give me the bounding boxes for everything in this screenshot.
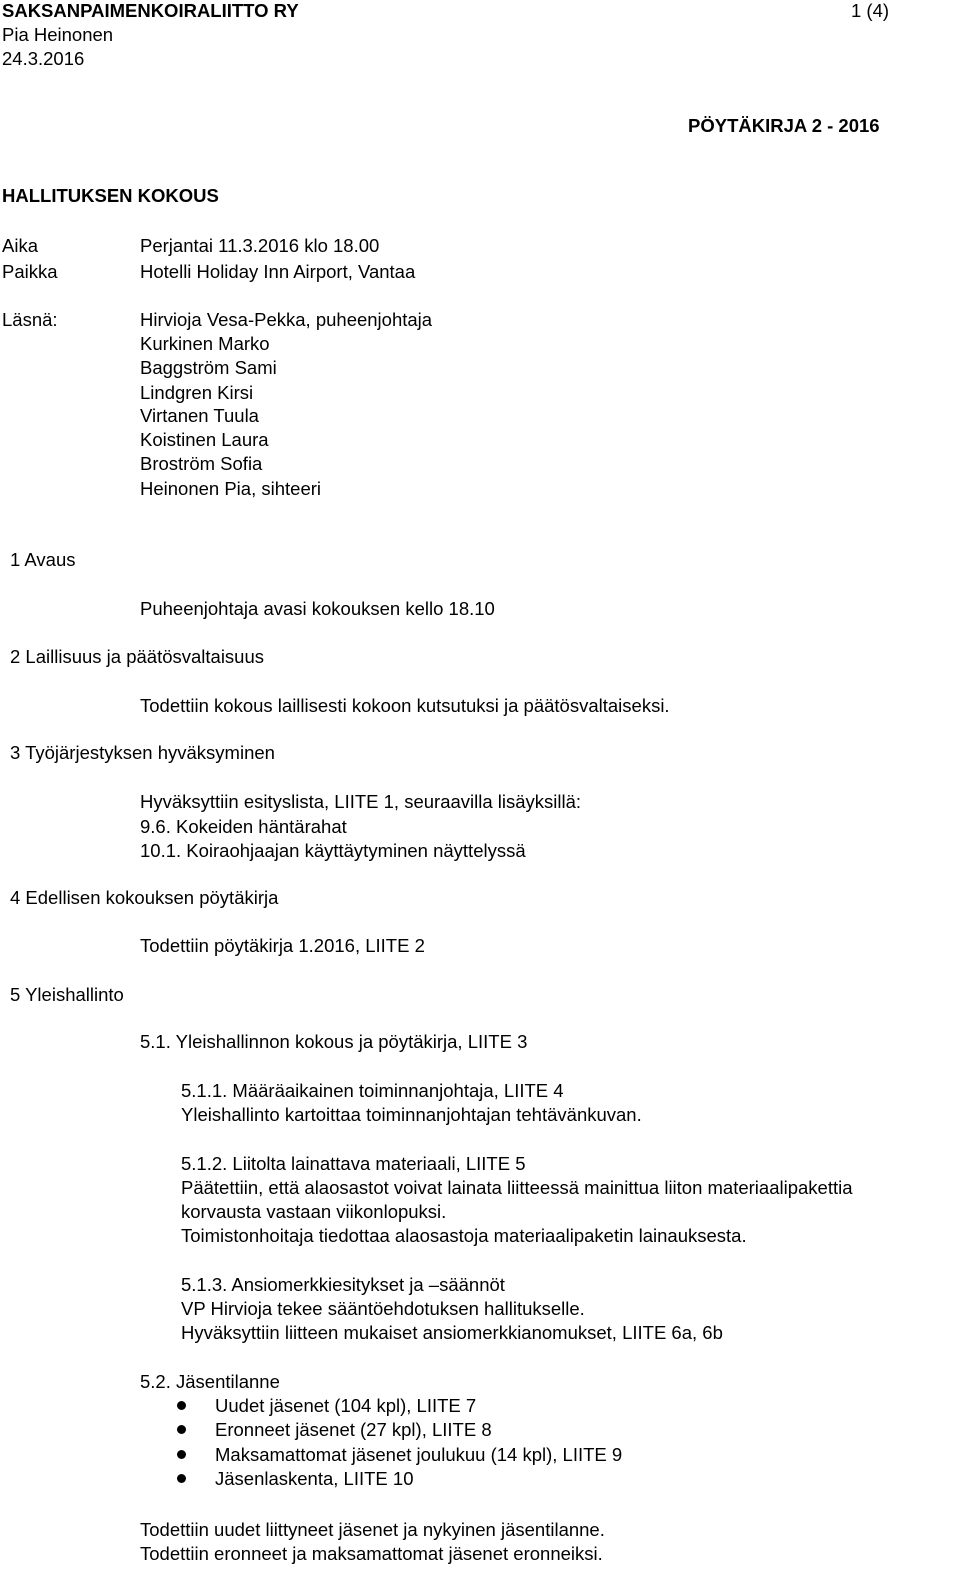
section-3-item: 10.1. Koiraohjaajan käyttäytyminen näyttelyssä (140, 840, 526, 861)
attendee: Koistinen Laura (140, 429, 269, 450)
section-4-text: Todettiin pöytäkirja 1.2016, LIITE 2 (140, 935, 425, 956)
section-1-heading: 1 Avaus (10, 549, 76, 570)
closing-text: Todettiin eronneet ja maksamattomat jäsenet eronneiksi. (140, 1543, 603, 1564)
page-number: 1 (4) (851, 0, 890, 21)
section-5-heading: 5 Yleishallinto (10, 984, 124, 1005)
subsection-5-1-1-text: Yleishallinto kartoittaa toiminnanjohtajan tehtävänkuvan. (181, 1104, 642, 1125)
attendee: Baggström Sami (140, 357, 277, 378)
closing-text: Todettiin uudet liittyneet jäsenet ja nykyinen jäsentilanne. (140, 1519, 605, 1540)
meeting-title: HALLITUKSEN KOKOUS (2, 185, 219, 206)
section-3-item: 9.6. Kokeiden häntärahat (140, 816, 347, 837)
time-label: Aika (2, 235, 38, 256)
section-2-text: Todettiin kokous laillisesti kokoon kutsutuksi ja päätösvaltaiseksi. (140, 695, 670, 716)
section-3-text: Hyväksyttiin esityslista, LIITE 1, seuraavilla lisäyksillä: (140, 791, 582, 812)
section-3-heading: 3 Työjärjestyksen hyväksyminen (10, 742, 275, 763)
place-value: Hotelli Holiday Inn Airport, Vantaa (140, 261, 416, 282)
attendee: Kurkinen Marko (140, 333, 270, 354)
section-4-heading: 4 Edellisen kokouksen pöytäkirja (10, 887, 279, 908)
attendee: Hirvioja Vesa-Pekka, puheenjohtaja (140, 309, 433, 330)
subsection-5-1-2-text: Päätettiin, että alaosastot voivat lainata liitteessä mainittua liiton materiaalipakettia (181, 1177, 853, 1198)
present-label: Läsnä: (2, 309, 58, 330)
attendee: Lindgren Kirsi (140, 382, 254, 403)
attendee: Virtanen Tuula (140, 405, 259, 426)
section-2-heading: 2 Laillisuus ja päätösvaltaisuus (10, 646, 265, 667)
subsection-5-1-2-text: Toimistonhoitaja tiedottaa alaosastoja materiaalipaketin lainauksesta. (181, 1225, 747, 1246)
bullet-icon (177, 1401, 186, 1410)
document-date: 24.3.2016 (2, 48, 85, 69)
bullet-icon (177, 1474, 186, 1483)
subsection-5-1-2-text: korvausta vastaan viikonlopuksi. (181, 1201, 447, 1222)
subsection-5-1-1-title: 5.1.1. Määräaikainen toiminnanjohtaja, LIITE 4 (181, 1080, 564, 1101)
subsection-5-1-3-title: 5.1.3. Ansiomerkkiesitykset ja –säännöt (181, 1274, 505, 1295)
document-title: PÖYTÄKIRJA 2 - 2016 (688, 115, 880, 136)
bullet-icon (177, 1425, 186, 1434)
list-item: Jäsenlaskenta, LIITE 10 (215, 1468, 414, 1489)
section-1-text: Puheenjohtaja avasi kokouksen kello 18.10 (140, 598, 495, 619)
attendee: Heinonen Pia, sihteeri (140, 478, 321, 499)
list-item: Uudet jäsenet (104 kpl), LIITE 7 (215, 1395, 477, 1416)
organization-name: SAKSANPAIMENKOIRALIITTO RY (2, 0, 299, 21)
list-item: Maksamattomat jäsenet joulukuu (14 kpl), LIITE 9 (215, 1444, 623, 1465)
subsection-5-2: 5.2. Jäsentilanne (140, 1371, 280, 1392)
author-name: Pia Heinonen (2, 24, 114, 45)
subsection-5-1-3-text: Hyväksyttiin liitteen mukaiset ansiomerkkianomukset, LIITE 6a, 6b (181, 1322, 723, 1343)
time-value: Perjantai 11.3.2016 klo 18.00 (140, 235, 380, 256)
subsection-5-1: 5.1. Yleishallinnon kokous ja pöytäkirja, LIITE 3 (140, 1031, 528, 1052)
list-item: Eronneet jäsenet (27 kpl), LIITE 8 (215, 1419, 492, 1440)
subsection-5-1-2-title: 5.1.2. Liitolta lainattava materiaali, LIITE 5 (181, 1153, 526, 1174)
bullet-icon (177, 1450, 186, 1459)
attendee: Broström Sofia (140, 453, 263, 474)
subsection-5-1-3-text: VP Hirvioja tekee sääntöehdotuksen hallitukselle. (181, 1298, 585, 1319)
place-label: Paikka (2, 261, 58, 282)
